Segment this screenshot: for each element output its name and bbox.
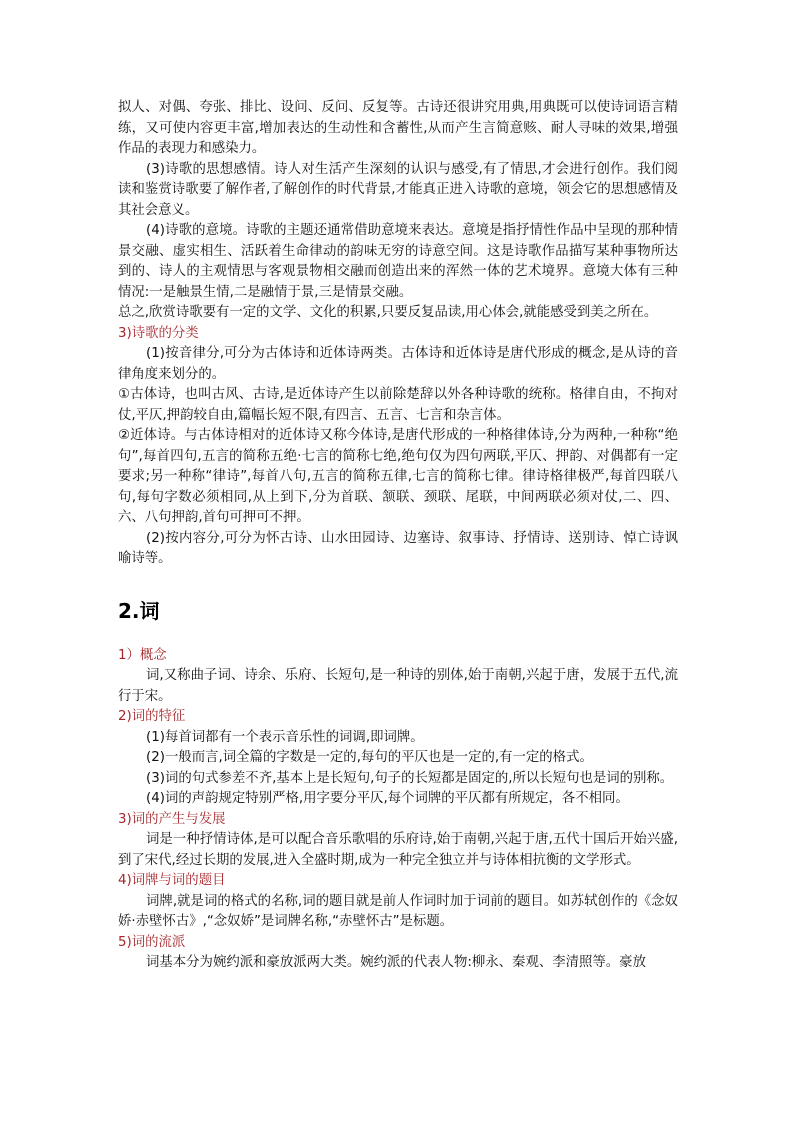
section-heading-features: 2)词的特征 (118, 709, 186, 724)
chapter-heading-ci: 2.词 (118, 598, 160, 623)
section-heading-poetry-classification: 3)诗歌的分类 (118, 325, 199, 341)
paragraph-artistic-conception: (4)诗歌的意境。诗歌的主题还通常借助意境来表达。意境是指抒情性作品中呈现的那种情景交融、虚实相生、活跃着生命律动的韵味无穷的诗意空间。这是诗歌作品描写某种事物所达到的、诗人的主观情思与客观景物相交融而创造出来的浑然一体的艺术境界。意境大体有三种情况:一是触景生情,二是融情于景,三是情景交融。 (118, 223, 678, 300)
document-page (118, 98, 678, 974)
paragraph-feature-1: (1)每首词都有一个表示音乐性的词调,即词牌。 (146, 729, 424, 745)
section-heading-cipai-title: 4)词牌与词的题目 (118, 873, 226, 888)
paragraph-thoughts-feelings: (3)诗歌的思想感情。诗人对生活产生深刻的认识与感受,有了情思,才会进行创作。我们阅读和鉴赏诗歌要了解作者,了解创作的时代背景,才能真正进入诗歌的意境，领会它的思想感情及其社会意义。 (118, 161, 678, 218)
paragraph-cipai: 词牌,就是词的格式的名称,词的题目就是前人作词时加于词前的题目。如苏轼创作的《念奴娇·赤壁怀古》,“念奴娇”是词牌名称,“赤壁怀古”是标题。 (118, 893, 678, 929)
paragraph-feature-4: (4)词的声韵规定特别严格,用字要分平仄,每个词牌的平仄都有所规定，各不相同。 (146, 791, 629, 806)
paragraph-schools: 词基本分为婉约派和豪放派两大类。婉约派的代表人物:柳永、秦观、李清照等。豪放 (146, 955, 646, 970)
paragraph-by-meter: (1)按音律分,可分为古体诗和近体诗两类。古体诗和近体诗是唐代形成的概念,是从诗的音律角度来划分的。 (118, 346, 678, 382)
section-heading-schools: 5)词的流派 (118, 934, 186, 950)
paragraph-origin: 词是一种抒情诗体,是可以配合音乐歌唱的乐府诗,始于南朝,兴起于唐,五代十国后开始兴盛,到了宋代,经过长期的发展,进入全盛时期,成为一种完全独立并与诗体相抗衡的文学形式。 (118, 832, 678, 868)
section-heading-concept: 1）概念 (118, 647, 167, 663)
paragraph-modern-style: ②近体诗。与古体诗相对的近体诗又称今体诗,是唐代形成的一种格律体诗,分为两种,一种称“绝句”,每首四句,五言的简称五绝·七言的简称七绝,绝句仅为四句两联,平仄、押韵、对偶都有一定要求;另一种称“律诗”,每首八句,五言的简称五律,七言的简称七律。律诗格律极严,每首四联八句,每句字数必须相同,从上到下,分为首联、颔联、颈联、尾联，中间两联必须对仗,二、四、六、八句押韵,首句可押可不押。 (118, 428, 678, 525)
section-heading-origin: 3)词的产生与发展 (118, 811, 226, 827)
paragraph-by-content: (2)按内容分,可分为怀古诗、山水田园诗、边塞诗、叙事诗、抒情诗、送别诗、悼亡诗讽喻诗等。 (118, 530, 678, 566)
paragraph-feature-2: (2)一般而言,词全篇的字数是一定的,每句的平仄也是一定的,有一定的格式。 (146, 750, 593, 765)
paragraph-rhetoric: 拟人、对偶、夸张、排比、设问、反问、反复等。古诗还很讲究用典,用典既可以使诗词语言精练，又可使内容更丰富,增加表达的生动性和含蓄性,从而产生言简意赅、耐人寻味的效果,增强作品的表现力和感染力。 (118, 100, 678, 156)
paragraph-feature-3: (3)词的句式参差不齐,基本上是长短句,句子的长短都是固定的,所以长短句也是词的别称。 (146, 770, 674, 786)
paragraph-summary: 总之,欣赏诗歌要有一定的文学、文化的积累,只要反复品读,用心体会,就能感受到美之所在。 (118, 305, 658, 320)
paragraph-ancient-style: ①古体诗，也叫古风、古诗,是近体诗产生以前除楚辞以外各种诗歌的统称。格律自由，不拘对仗,平仄,押韵较自由,篇幅长短不限,有四言、五言、七言和杂言体。 (118, 387, 678, 423)
paragraph-ci-definition: 词,又称曲子词、诗余、乐府、长短句,是一种诗的别体,始于南朝,兴起于唐，发展于五代,流行于宋。 (118, 668, 678, 704)
